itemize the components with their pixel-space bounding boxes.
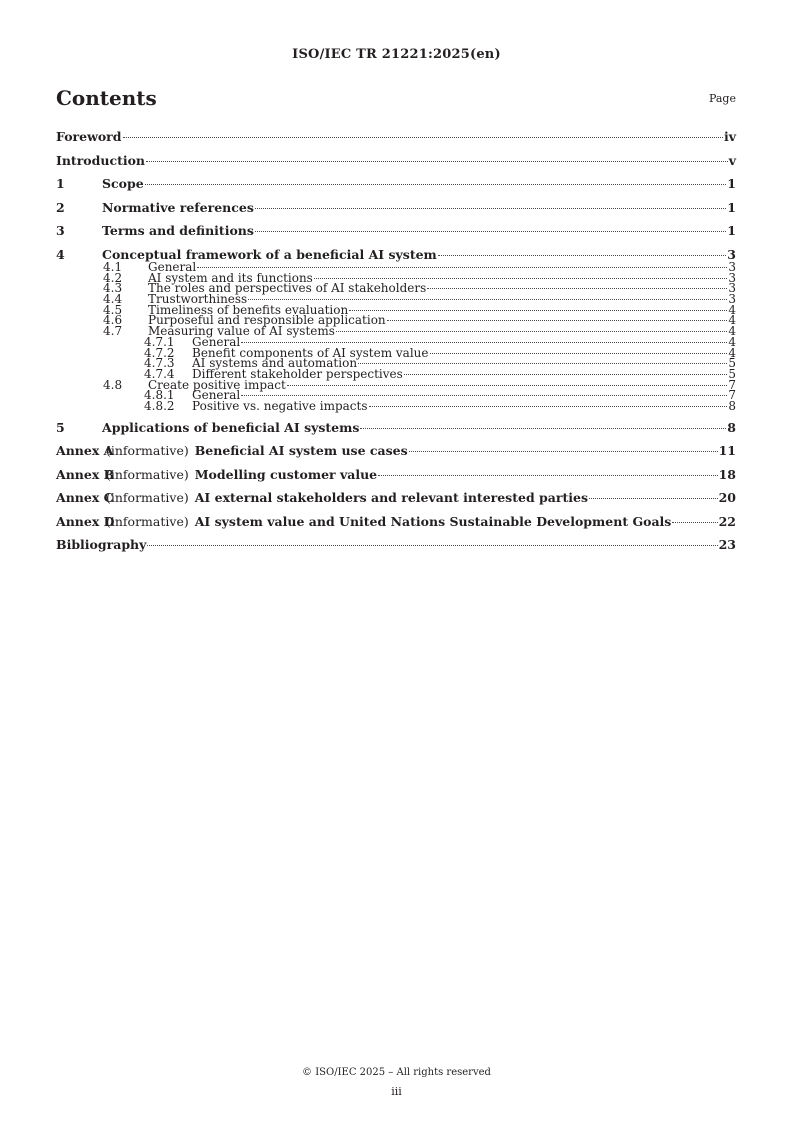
toc-entry-title: Benefit components of AI system value bbox=[192, 345, 429, 360]
contents-title: Contents bbox=[56, 86, 157, 110]
leader-dots bbox=[146, 161, 728, 162]
toc-entry-title: Foreword bbox=[56, 129, 122, 144]
leader-dots bbox=[147, 545, 717, 546]
annex-label: Annex C bbox=[56, 490, 114, 506]
toc-entry-annex-b[interactable] bbox=[56, 467, 736, 483]
toc-subsubentry[interactable] bbox=[56, 398, 736, 413]
toc-entry-number: 4.7.2 bbox=[144, 345, 175, 360]
toc-entry-title: General bbox=[148, 260, 197, 274]
leader-dots bbox=[378, 475, 717, 476]
toc-entry-page: 4 bbox=[728, 313, 736, 328]
leader-dots bbox=[336, 331, 727, 332]
toc-entry-title: AI systems and automation bbox=[192, 356, 358, 371]
table-of-contents bbox=[56, 129, 736, 553]
annex-title: AI system value and United Nations Sustainable Development Goals bbox=[194, 513, 672, 529]
toc-entry-title: AI system and its functions bbox=[148, 270, 313, 285]
toc-entry-scope[interactable] bbox=[56, 176, 736, 192]
annex-label: Annex B bbox=[56, 466, 115, 482]
page-column-label: Page bbox=[708, 92, 736, 105]
toc-entry-applications[interactable] bbox=[56, 420, 736, 436]
toc-entry-page: 1 bbox=[727, 176, 736, 191]
toc-entry-page: 11 bbox=[718, 443, 736, 459]
toc-entry-number: 4.2 bbox=[103, 270, 123, 285]
leader-dots bbox=[255, 208, 726, 209]
toc-entry-page: 7 bbox=[728, 377, 736, 392]
toc-entry-page: 3 bbox=[728, 260, 736, 274]
toc-entry-number: 4 bbox=[56, 246, 65, 262]
toc-entry-title: Normative references bbox=[102, 199, 254, 215]
toc-entry-title: General bbox=[192, 388, 241, 403]
toc-entry-annex-d[interactable] bbox=[56, 514, 736, 530]
toc-entry-title: Terms and definitions bbox=[102, 223, 254, 238]
toc-entry-page: 22 bbox=[718, 513, 736, 529]
toc-entry-number: 1 bbox=[56, 176, 65, 191]
toc-entry-page: 3 bbox=[728, 292, 736, 307]
toc-entry-title: Introduction bbox=[56, 152, 146, 168]
leader-dots bbox=[248, 299, 727, 300]
toc-entry-page: 4 bbox=[728, 324, 736, 339]
toc-entry-number: 4.7.1 bbox=[144, 334, 175, 349]
page-number: iii bbox=[391, 1085, 402, 1098]
toc-entry-number: 4.8.2 bbox=[144, 398, 175, 413]
toc-entry-foreword[interactable] bbox=[56, 129, 736, 145]
toc-entry-page: 3 bbox=[727, 246, 736, 262]
toc-entry-number: 4.8 bbox=[103, 377, 123, 392]
annex-label: Annex D bbox=[56, 513, 115, 529]
toc-entry-title: The roles and perspectives of AI stakeholders bbox=[148, 281, 427, 296]
toc-entry-normative-references[interactable] bbox=[56, 200, 736, 216]
annex-title: Beneficial AI system use cases bbox=[194, 443, 408, 459]
toc-entry-introduction[interactable] bbox=[56, 153, 736, 169]
toc-entry-number: 3 bbox=[56, 223, 65, 238]
toc-entry-title: General bbox=[192, 334, 241, 349]
annex-label: Annex A bbox=[56, 443, 114, 459]
toc-entry-page: 20 bbox=[718, 490, 736, 506]
toc-entry-title: Timeliness of benefits evaluation bbox=[148, 302, 349, 317]
leader-dots bbox=[287, 385, 728, 386]
leader-dots bbox=[427, 288, 727, 289]
leader-dots bbox=[255, 231, 726, 232]
leader-dots bbox=[387, 320, 728, 321]
leader-dots bbox=[672, 522, 717, 523]
annex-informative-tag: (informative) bbox=[106, 490, 189, 506]
leader-dots bbox=[430, 353, 728, 354]
toc-entry-title: Positive vs. negative impacts bbox=[192, 398, 368, 413]
toc-entry-page: 23 bbox=[718, 537, 736, 553]
annex-title: AI external stakeholders and relevant interested parties bbox=[194, 490, 588, 506]
toc-entry-number: 5 bbox=[56, 419, 65, 435]
toc-entry-number: 4.4 bbox=[103, 292, 123, 307]
toc-entry-bibliography[interactable] bbox=[56, 537, 736, 553]
toc-entry-page: 4 bbox=[728, 345, 736, 360]
document-header: ISO/IEC TR 21221:2025(en) bbox=[292, 47, 501, 62]
toc-entry-number: 4.6 bbox=[103, 313, 123, 328]
leader-dots bbox=[438, 255, 727, 256]
leader-dots bbox=[404, 374, 728, 375]
toc-entry-title: Trustworthiness bbox=[148, 292, 248, 307]
toc-entry-title: Applications of beneficial AI systems bbox=[102, 419, 360, 435]
toc-entry-title: Bibliography bbox=[56, 537, 147, 553]
toc-entry-page: 7 bbox=[728, 388, 736, 403]
toc-entry-number: 4.5 bbox=[103, 302, 123, 317]
toc-entry-page: 3 bbox=[728, 270, 736, 285]
toc-entry-number: 4.7 bbox=[103, 324, 123, 339]
toc-entry-title: Conceptual framework of a beneficial AI system bbox=[102, 246, 437, 262]
leader-dots bbox=[314, 278, 728, 279]
leader-dots bbox=[369, 406, 728, 407]
toc-entry-title: Measuring value of AI systems bbox=[148, 324, 335, 339]
leader-dots bbox=[197, 267, 727, 268]
toc-entry-page: 8 bbox=[728, 398, 736, 413]
toc-entry-number: 4.7.3 bbox=[144, 356, 175, 371]
leader-dots bbox=[409, 451, 718, 452]
leader-dots bbox=[241, 342, 727, 343]
toc-entry-number: 4.3 bbox=[103, 281, 123, 296]
toc-entry-page: iv bbox=[723, 129, 736, 144]
toc-entry-number: 4.7.4 bbox=[144, 366, 175, 381]
toc-entry-page: 5 bbox=[728, 366, 736, 381]
toc-entry-terms-and-definitions[interactable] bbox=[56, 223, 736, 239]
copyright-notice: © ISO/IEC 2025 – All rights reserved bbox=[302, 1067, 491, 1078]
toc-entry-page: 18 bbox=[718, 466, 736, 482]
leader-dots bbox=[145, 184, 727, 185]
leader-dots bbox=[360, 428, 726, 429]
annex-informative-tag: (informative) bbox=[106, 466, 189, 482]
toc-entry-page: 8 bbox=[727, 419, 736, 435]
toc-entry-page: v bbox=[728, 152, 736, 168]
toc-entry-number: 2 bbox=[56, 199, 65, 215]
toc-entry-title: Different stakeholder perspectives bbox=[192, 366, 403, 381]
leader-dots bbox=[123, 137, 723, 138]
toc-entry-number: 4.8.1 bbox=[144, 388, 175, 403]
toc-entry-page: 5 bbox=[728, 356, 736, 371]
toc-entry-page: 4 bbox=[728, 334, 736, 349]
toc-entry-page: 4 bbox=[728, 302, 736, 317]
annex-informative-tag: (informative) bbox=[106, 513, 189, 529]
toc-entry-annex-a[interactable] bbox=[56, 443, 736, 459]
annex-title: Modelling customer value bbox=[194, 466, 378, 482]
toc-entry-number: 4.1 bbox=[103, 260, 123, 274]
leader-dots bbox=[589, 498, 718, 499]
leader-dots bbox=[349, 310, 727, 311]
toc-entry-page: 1 bbox=[727, 223, 736, 238]
toc-entry-title: Create positive impact bbox=[148, 377, 286, 392]
toc-entry-title: Scope bbox=[102, 176, 144, 191]
toc-entry-annex-c[interactable] bbox=[56, 490, 736, 506]
toc-entry-page: 3 bbox=[728, 281, 736, 296]
toc-entry-title: Purposeful and responsible application bbox=[148, 313, 386, 328]
leader-dots bbox=[241, 395, 727, 396]
toc-entry-page: 1 bbox=[727, 199, 736, 215]
leader-dots bbox=[358, 363, 727, 364]
annex-informative-tag: (informative) bbox=[106, 443, 189, 459]
